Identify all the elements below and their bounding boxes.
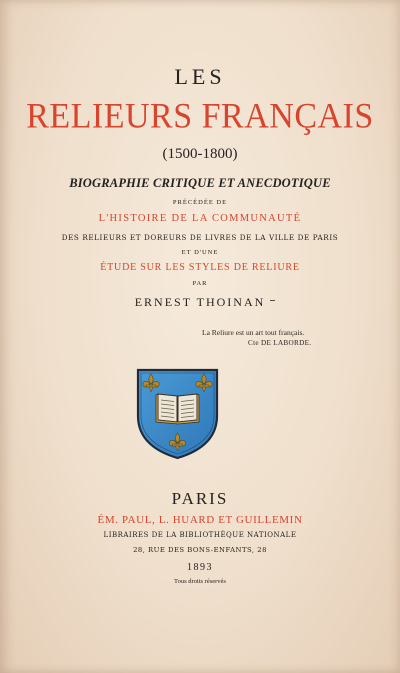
relieurs-line: DES RELIEURS ET DOREURS DE LIVRES DE LA VILLE DE PARIS (61, 233, 339, 242)
imprint-year: 1893 (187, 562, 213, 573)
author-dash (270, 300, 275, 301)
main-title: RELIEURS FRANÇAIS (26, 97, 374, 136)
author-name: ERNEST THOINAN (134, 295, 266, 309)
par-text: PAR (192, 280, 208, 287)
imprint-libraires: LIBRAIRES DE LA BIBLIOTHÈQUE NATIONALE (103, 531, 297, 539)
title-les: LES (174, 64, 226, 89)
fleur-de-lis-shield-icon (136, 368, 219, 460)
precede-text: PRÉCÉDÉE DE (172, 199, 228, 206)
imprint-publisher: ÉM. PAUL, L. HUARD ET GUILLEMIN (97, 514, 303, 526)
epigraph: La Reliure est un art tout français. (202, 328, 305, 337)
etude-title: ÉTUDE SUR LES STYLES DE RELIURE (100, 262, 300, 273)
et-une-text: ET D'UNE (181, 249, 219, 256)
open-book-icon (156, 394, 199, 424)
subtitle: BIOGRAPHIE CRITIQUE ET ANECDOTIQUE (69, 176, 331, 190)
epigraph-author: Cte DE LABORDE. (248, 339, 312, 347)
title-dates: (1500-1800) (162, 146, 238, 162)
imprint-city: PARIS (171, 489, 229, 508)
imprint-address: 28, RUE DES BONS-ENFANTS, 28 (133, 546, 267, 554)
imprint-rights: Tous droits réservés (174, 578, 226, 585)
histoire-title: L'HISTOIRE DE LA COMMUNAUTÉ (98, 213, 302, 224)
